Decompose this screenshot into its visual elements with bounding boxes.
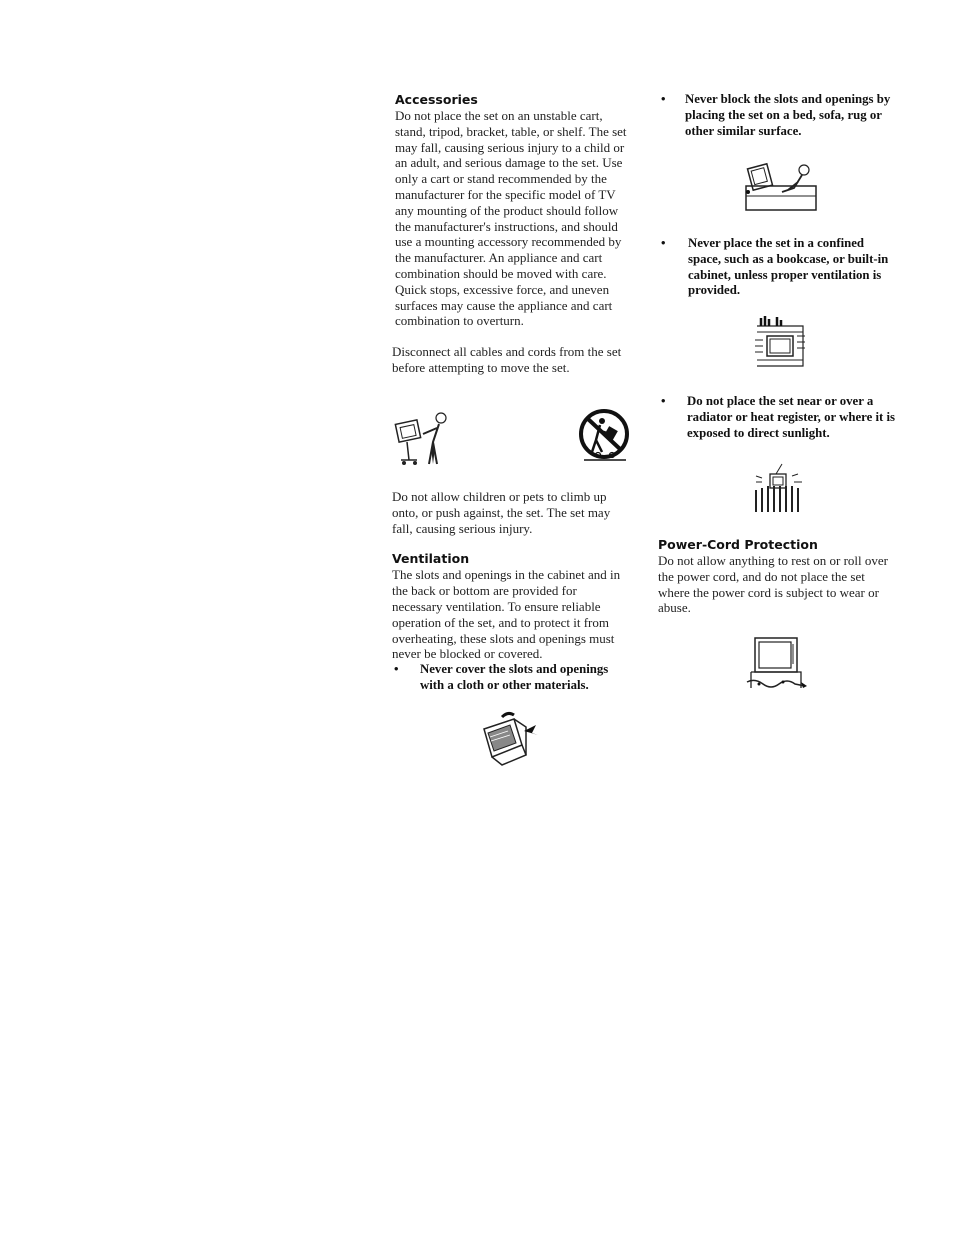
bullet-bed-text: Never block the slots and openings by placing the set on a bed, sofa, rug or other similar surface. (685, 92, 891, 138)
bullet-radiator-block (657, 394, 899, 441)
bullet-confined-block (657, 236, 899, 299)
bullet-radiator-text: Do not place the set near or over a radiator or heat register, or where it is exposed to direct sunlight. (687, 394, 896, 440)
cart-tip-warning-icon (578, 408, 630, 464)
bullet-confined-text: Never place the set in a confined space, such as a bookcase, or built-in cabinet, unless proper ventilation is provided. (688, 236, 889, 298)
bullet-glyph: • (661, 92, 666, 106)
bullet-glyph: • (394, 662, 399, 677)
tv-in-bookcase-illustration (753, 316, 807, 372)
ventilation-paragraph: The slots and openings in the cabinet and in the back or bottom are provided for necessary ventilation. To ensure reliable operation of the set, and to protect it from overheating, these slots and openings must never be blocked or covered. (392, 567, 621, 662)
accessories-paragraph-2: Disconnect all cables and cords from the set before attempting to move the set. (392, 344, 622, 375)
power-cord-paragraph: Do not allow anything to rest on or roll over the power cord, and do not place the set where the power cord is subject to wear or abuse. (658, 553, 888, 616)
bullet-bed (657, 92, 897, 139)
ventilation-bullet-text: Never cover the slots and openings with a cloth or other materials. (420, 662, 609, 692)
bullet-confined (657, 236, 898, 299)
covered-tv-illustration (478, 711, 542, 769)
ventilation-heading: Ventilation (392, 551, 470, 567)
children-warning-block (392, 489, 632, 694)
bullet-glyph: • (661, 236, 666, 250)
bullet-glyph: • (661, 394, 666, 408)
power-cord-illustration (745, 634, 809, 692)
accessories-paragraph-3: Do not allow children or pets to climb up onto, or push against, the set. The set may fall, causing serious injury. (392, 489, 611, 536)
accessories-heading: Accessories (395, 92, 478, 107)
accessories-paragraph-1: Do not place the set on an unstable cart, stand, tripod, bracket, table, or shelf. The set may fall, causing serious injury to a child or an adult, and serious damage to the set. Use only a cart or stand recommended by the manufacturer for the specific model of TV any mounting of the product should follow the manufacturer's instructions, and should use a mounting accessory recommended by the manufacturer. An appliance and cart combination should be moved with care. Quick stops, excessive force, and uneven surfaces may cause the appliance and cart combination to overturn. (395, 108, 627, 329)
ventilation-bullet (392, 662, 630, 694)
cart-moving-illustration (393, 408, 455, 468)
tv-on-radiator-illustration (752, 462, 806, 514)
left-column (392, 92, 632, 376)
power-cord-heading: Power-Cord Protection (658, 537, 818, 552)
power-cord-block (658, 537, 898, 616)
bullet-radiator (657, 394, 897, 441)
right-column (657, 92, 899, 139)
tv-on-bed-illustration (742, 160, 818, 214)
